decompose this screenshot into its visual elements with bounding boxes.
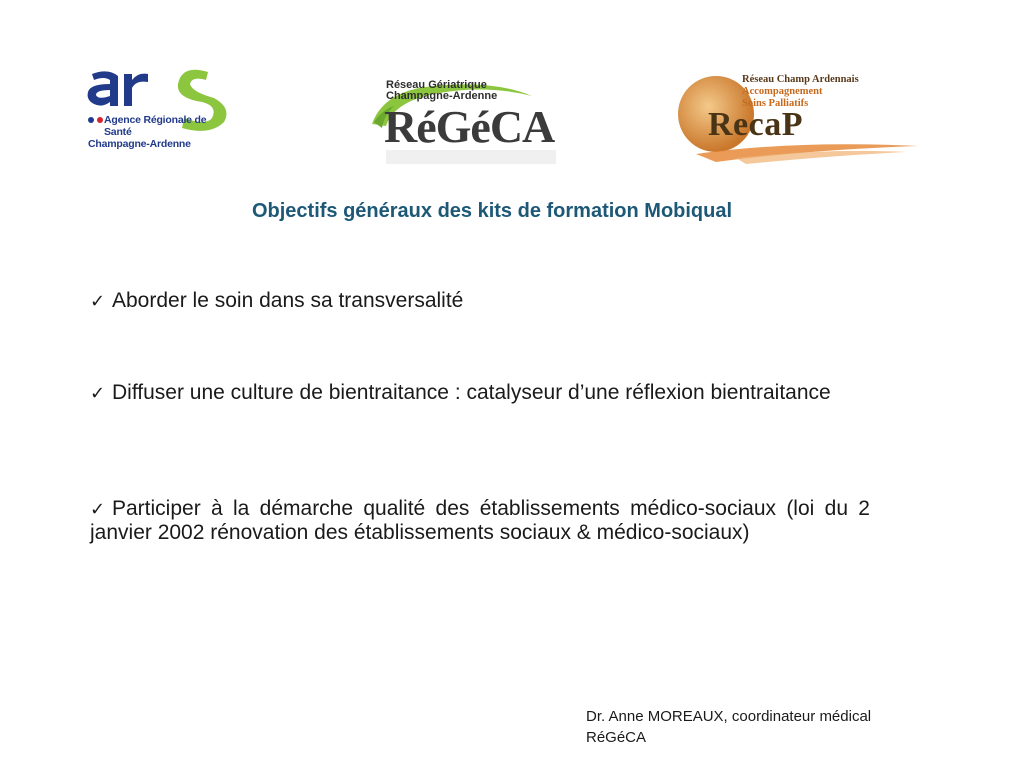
ars-caption-line2: Champagne-Ardenne (88, 138, 191, 150)
recap-line1: Réseau Champ Ardennais (742, 74, 859, 85)
ars-caption-line1: Agence Régionale de Santé (104, 114, 207, 138)
footer-organization: RéGéCA (586, 729, 647, 746)
slide-title: Objectifs généraux des kits de formation Mobiqual (251, 200, 733, 222)
recap-wordmark: RecaP (708, 106, 804, 143)
footer-author: Dr. Anne MOREAUX, coordinateur médical (586, 708, 872, 725)
ars-logo (86, 66, 238, 158)
bullet-item (90, 497, 870, 545)
check-icon: ✓ (90, 291, 106, 311)
check-icon: ✓ (90, 383, 106, 403)
bullet-text: Diffuser une culture de bientraitance : catalyseur d’une réflexion bientraitance (112, 381, 831, 404)
check-icon: ✓ (90, 499, 106, 519)
bullet-item (90, 289, 870, 313)
recap-line3: Soins Palliatifs (742, 98, 809, 109)
recap-logo (676, 70, 926, 166)
bullet-text: Participer à la démarche qualité des établissements médico-sociaux (loi du 2 janvier 2002 rénovation des établissements sociaux & médico-sociaux) (90, 497, 870, 544)
recap-line2: Accompagnement (742, 86, 823, 97)
bullet-item (90, 381, 870, 405)
regeca-network-line1: Réseau Gériatrique (386, 79, 487, 91)
footer-credit (586, 706, 926, 748)
bullet-text: Aborder le soin dans sa transversalité (112, 289, 464, 312)
regeca-logo (364, 70, 564, 168)
regeca-wordmark: RéGéCA (384, 101, 555, 152)
regeca-network-line2: Champagne-Ardenne (386, 90, 498, 102)
